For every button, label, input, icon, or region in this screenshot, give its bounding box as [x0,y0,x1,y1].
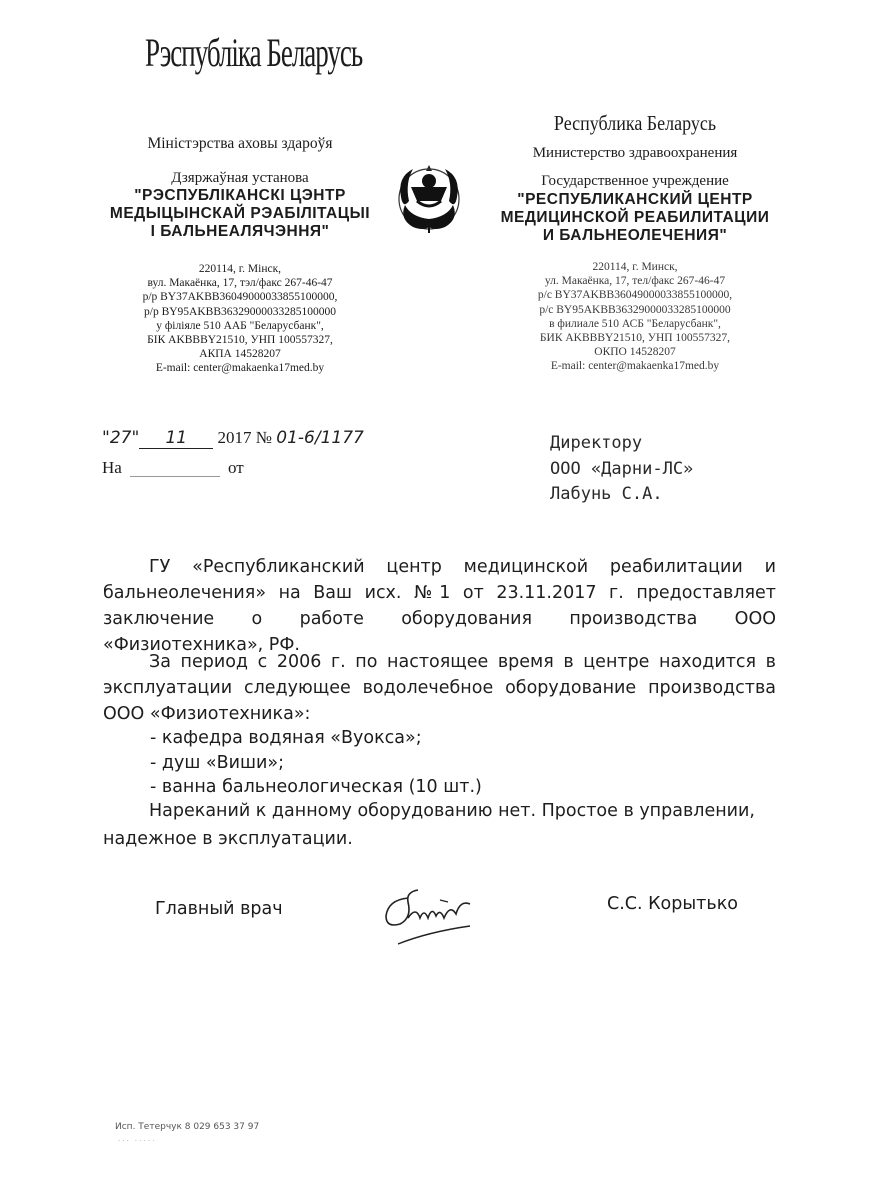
institution-name-by-line: "РЭСПУБЛІКАНСКІ ЦЭНТР [134,187,346,204]
equipment-item: - кафедра водяная «Вуокса»; [150,728,422,748]
address-line: 220114, г. Мінск, [198,263,282,275]
addressee-position: Директору [550,433,643,453]
signatory-name: С.С. Корытько [607,894,738,914]
address-block-ru [485,260,785,374]
outgoing-number: 01-6/1177 [276,428,364,448]
equipment-item: - душ «Виши»; [150,753,284,773]
address-line: АКПА 14528207 [199,348,281,361]
address-line: р/с BY95AKBB36329000033285100000 [539,303,731,316]
institution-name-by [90,187,390,241]
institution-name-ru-line: МЕДИЦИНСКОЙ РЕАБИЛИТАЦИИ [500,209,770,226]
address-line: у філіяле 510 ААБ "Беларусбанк", [156,319,324,332]
address-line: ОКПО 14528207 [594,346,676,359]
address-line: вул. Макаёнка, 17, тэл/факс 267-46-47 [147,277,333,290]
state-emblem-icon [391,157,467,235]
address-line: р/р BY37AKBB36049000033855100000, [142,291,338,304]
addressee-name: Лабунь С.А. [550,484,663,504]
body-paragraph: За период с 2006 г. по настоящее время в центре находится в эксплуатации следующее водолечебное оборудование производства ООО «Физиотехника»: [103,652,776,724]
ministry-by: Міністэрства аховы здароўя [147,135,333,152]
institution-type-ru: Государственное учреждение [541,173,729,189]
address-line: 220114, г. Минск, [592,261,678,273]
address-line: в филиале 510 АСБ "Беларусбанк", [549,317,721,330]
ministry-ru: Министерство здравоохранения [532,145,738,161]
institution-name-by-line: І БАЛЬНЕАЛЯЧЭННЯ" [150,223,330,240]
signatory-role: Главный врач [155,899,283,919]
address-line: БИК AKBBBY21510, УНП 100557327, [539,332,731,345]
body-paragraph: ГУ «Республиканский центр медицинской реабилитации и бальнеолечения» на Ваш исх. №1 от 23.11.2017 г. предоставляет заключение о работе оборудования производства ООО «Физиотехника», РФ. [103,557,776,655]
equipment-item: - ванна бальнеологическая (10 шт.) [150,777,482,797]
institution-name-ru-line: И БАЛЬНЕОЛЕЧЕНИЯ" [542,227,728,244]
address-block-by [90,262,390,376]
email-line: E-mail: center@makaenka17med.by [550,360,720,373]
handwritten-signature [378,878,478,948]
footer-extra: ··· ····· [118,1137,157,1145]
date-day: "27" [102,428,140,448]
executor-line: Исп. Тетерчук 8 029 653 37 97 [115,1122,260,1132]
republic-title-by: Рэспубліка Беларусь [145,30,363,75]
email-line: E-mail: center@makaenka17med.by [155,362,325,375]
addressee-company: ООО «Дарни-ЛС» [550,459,694,479]
body-paragraph: Нареканий к данному оборудованию нет. Простое в управлении, надежное в эксплуатации. [103,801,755,849]
reply-date-underline [130,476,220,477]
institution-name-ru [485,191,785,245]
from-label: от [228,458,244,477]
document-date-line [102,428,364,449]
address-line: р/с BY37AKBB36049000033855100000, [537,289,733,302]
date-year: 2017 [217,428,252,447]
republic-title-ru: Республика Беларусь [553,111,717,135]
date-month-field [139,428,213,449]
number-label: № [255,428,273,447]
institution-name-by-line: МЕДЫЦЫНСКАЙ РЭАБІЛІТАЦЫІ [109,205,371,222]
institution-type-by: Дзяржаўная установа [171,170,309,186]
institution-name-ru-line: "РЕСПУБЛИКАНСКИЙ ЦЕНТР [517,191,753,208]
in-reply-label: На [102,458,122,477]
date-month: 11 [165,428,188,448]
address-line: ул. Макаёнка, 17, тел/факс 267-46-47 [544,275,726,288]
address-line: р/р BY95AKBB36329000033285100000 [144,305,336,318]
address-line: БІК AKBBBY21510, УНП 100557327, [147,334,333,347]
